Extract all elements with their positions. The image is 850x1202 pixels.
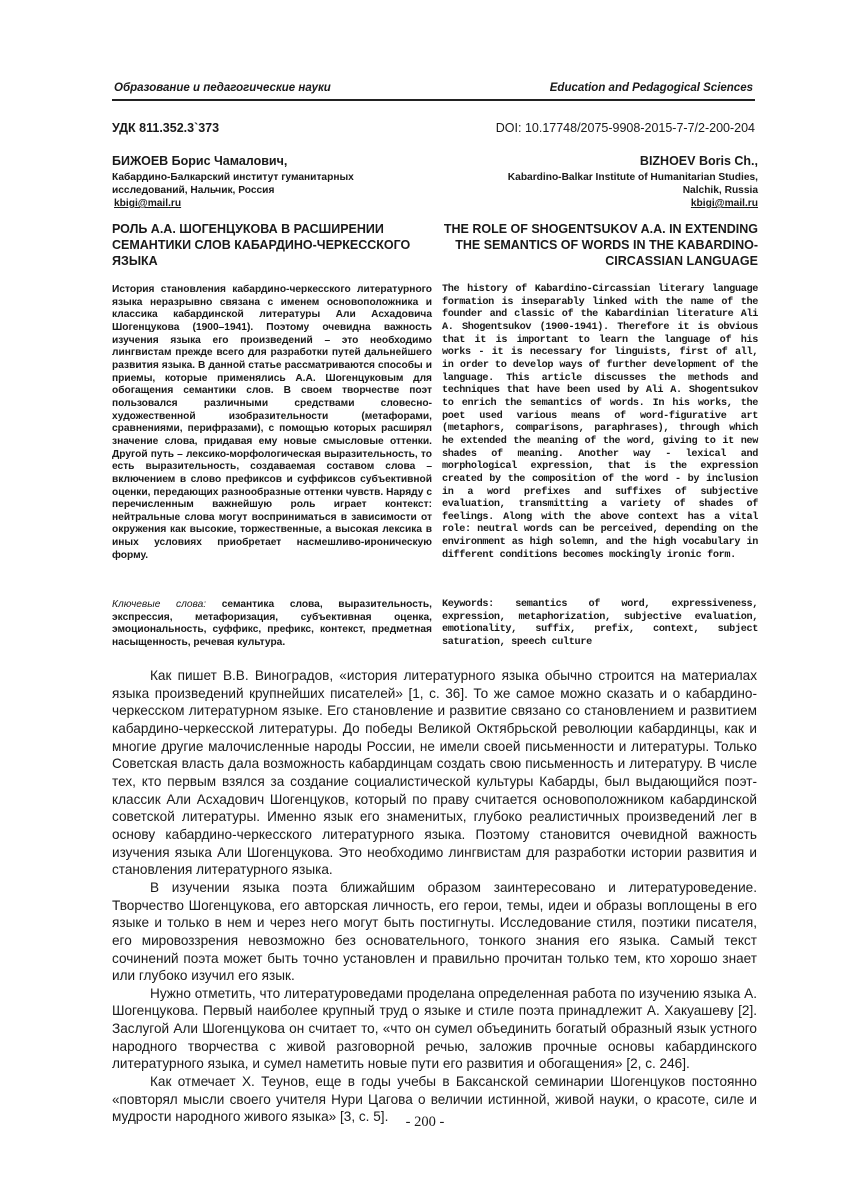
author-block-en — [442, 153, 758, 210]
doi: DOI: 10.17748/2075-9908-2015-7-7/2-200-204 — [495, 121, 755, 135]
journal-title-ru: Образование и педагогические науки — [114, 82, 331, 94]
journal-title-en: Education and Pedagogical Sciences — [549, 82, 753, 94]
affiliation-ru-line-2: исследований, Нальчик, Россия — [112, 185, 275, 196]
affiliation-en-line-1: Kabardino-Balkar Institute of Humanitarian Studies, — [507, 172, 758, 183]
abstract-ru: История становления кабардино-черкесского литературного языка неразрывно связана с именем основоположника и классика кабардинской литературы Али Асхадовича Шогенцукова (1900–1941). Поэтому очевидна важность изучения языка его произведений – это необходимо лингвистам прежде всего для разработки путей дальнейшего развития языка. В данной статье рассматриваются способы и приемы, которые применялись А.А. Шогенцуковым для обогащения семантики слов. В своем творчестве поэт пользовался различными средствами словесно-художественной изобразительности (метафорами, сравнениями, перифразами), с помощью которых расширял значение слова, придавая ему новые смысловые оттенки. Другой путь – лексико-морфологическая выразительность, то есть выразительность, создаваемая составом слова – включением в слово префиксов и суффиксов субъективной оценки, передающих разнообразные оттенки чувств. Наряду с перечисленным важнейшую роль играет контекст: нейтральные слова могут восприниматься в зависимости от окружения как высокие, торжественные, а высокая лексика в иных условиях приобретает насмешливо-ироническую форму. — [112, 284, 432, 561]
article-title-ru: РОЛЬ А.А. ШОГЕНЦУКОВА В РАСШИРЕНИИ СЕМАНТИКИ СЛОВ КАБАРДИНО-ЧЕРКЕССКОГО ЯЗЫКА — [112, 222, 411, 268]
keywords-label-en: Keywords: — [442, 599, 494, 610]
page-number: - 200 - — [405, 1114, 445, 1130]
body-paragraph-2: В изучении языка поэта ближайшим образом заинтересовано и литературоведение. Творчество Шогенцукова, его авторская личность, его герои, темы, идеи и образы воплощены в его языке и только в нем и через него могут быть постигнуты. Исследование стиля, поэтики писателя, его мировоззрения невозможно без основательного, тонкого знания его языка. Самый текст сочинений поэта может быть точно установлен и правильно прочитан только тем, кто хорошо знает или глубоко изучил его язык. — [112, 879, 757, 984]
body-paragraph-4: Как отмечает Х. Теунов, еще в годы учебы в Баксанской семинарии Шогенцуков постоянно «повторял мысли своего учителя Нури Цагова о величии истинной, живой науки, о красоте, силе и мудрости народного живого языка» [3, с. 5]. — [112, 1074, 757, 1125]
email-link-ru[interactable]: kbigi@mail.ru — [114, 198, 182, 209]
keywords-text-en: semantics of word, expressiveness, expression, metaphorization, subjective evaluation, emotionality, suffix, prefix, context, subject saturation, speech culture — [442, 599, 759, 648]
article-body — [112, 667, 757, 1126]
author-block-ru — [112, 153, 432, 210]
body-paragraph-3: Нужно отметить, что литературоведами проделана определенная работа по изучению языка А. Шогенцукова. Первый наиболее крупный труд о языке и стиле поэта принадлежит А. Хакуашеву [2]. Заслугой Али Шогенцукова он считает то, «что он сумел объединить богатый образный язык устного народного творчества с живой разговорной речью, заложив прочные основы кабардинского литературного языка, и сумел наметить новые пути его развития и обогащения» [2, с. 246]. — [112, 985, 757, 1072]
article-title-en: THE ROLE OF SHOGENTSUKOV A.A. IN EXTENDING THE SEMANTICS OF WORDS IN THE KABARDINO-CIRCASSIAN LANGUAGE — [443, 222, 758, 268]
keywords-label-ru: Ключевые слова: — [112, 599, 207, 610]
keywords-text-ru: семантика слова, выразительность, экспрессия, метафоризация, субъективная оценка, эмоциональность, суффикс, префикс, контекст, предметная насыщенность, речевая культура. — [112, 599, 432, 648]
author-name-ru: БИЖОЕВ Борис Чамалович, — [112, 154, 288, 168]
author-name-en: BIZHOEV Boris Ch., — [639, 154, 758, 168]
running-header — [112, 79, 755, 101]
abstract-en: The history of Kabardino-Circassian literary language formation is inseparably linked with the name of the founder and classic of the Kabardinian literature Ali A. Shogentsukov (1900-1941). Therefore it is obvious that it is important to learn the language of his works - it is necessary for linguists, first of all, in order to develop ways of further development of the language. This article discusses the methods and techniques that have been used by Ali A. Shogentsukov to enrich the semantics of words. In his works, the poet used various means of word-figurative art (metaphors, comparisons, paraphrases), through which he extended the meaning of the word, giving to it new shades of meaning. Another way - lexical and morphological expression, that is the expression created by the composition of the word - by inclusion in a word prefixes and suffixes of subjective evaluation, transmitting a variety of shades of feelings. Along with the above context has a vital role: neutral words can be perceived, depending on the environment as high solemn, and the high vocabulary in different conditions becomes mockingly ironic form. — [442, 284, 758, 561]
affiliation-en-line-2: Nalchik, Russia — [682, 185, 758, 196]
email-link-en[interactable]: kbigi@mail.ru — [690, 198, 758, 209]
body-paragraph-1: Как пишет В.В. Виноградов, «история литературного языка обычно строится на материалах языка произведений крупнейших писателей» [1, с. 36]. То же самое можно сказать и о кабардино-черкесском литературном языке. Его становление и развитие связано со становлением и развитием кабардино-черкесской литературы. До победы Великой Октябрьской революции кабардинцы, как и многие другие малочисленные народы России, не имели своей письменности и литературы. Только Советская власть дала возможность кабардинцам создать свою письменность и литературу. В числе тех, кто первым взялся за создание социалистической культуры Кабарды, был выдающийся поэт-классик Али Асхадович Шогенцуков, который по праву считается основоположником кабардинской советской литературы. Именно язык его знаменитых, глубоко реалистичных произведений лег в основу кабардино-черкесского литературного языка. Поэтому становится очевидной важность изучения языка Али Шогенцукова. Это необходимо лингвистам для разработки истории развития и становления литературного языка. — [112, 668, 757, 878]
udk-code: УДК 811.352.3`373 — [112, 121, 220, 135]
affiliation-ru-line-1: Кабардино-Балкарский институт гуманитарных — [112, 172, 354, 183]
keywords-ru — [112, 599, 432, 650]
keywords-en — [442, 599, 758, 650]
